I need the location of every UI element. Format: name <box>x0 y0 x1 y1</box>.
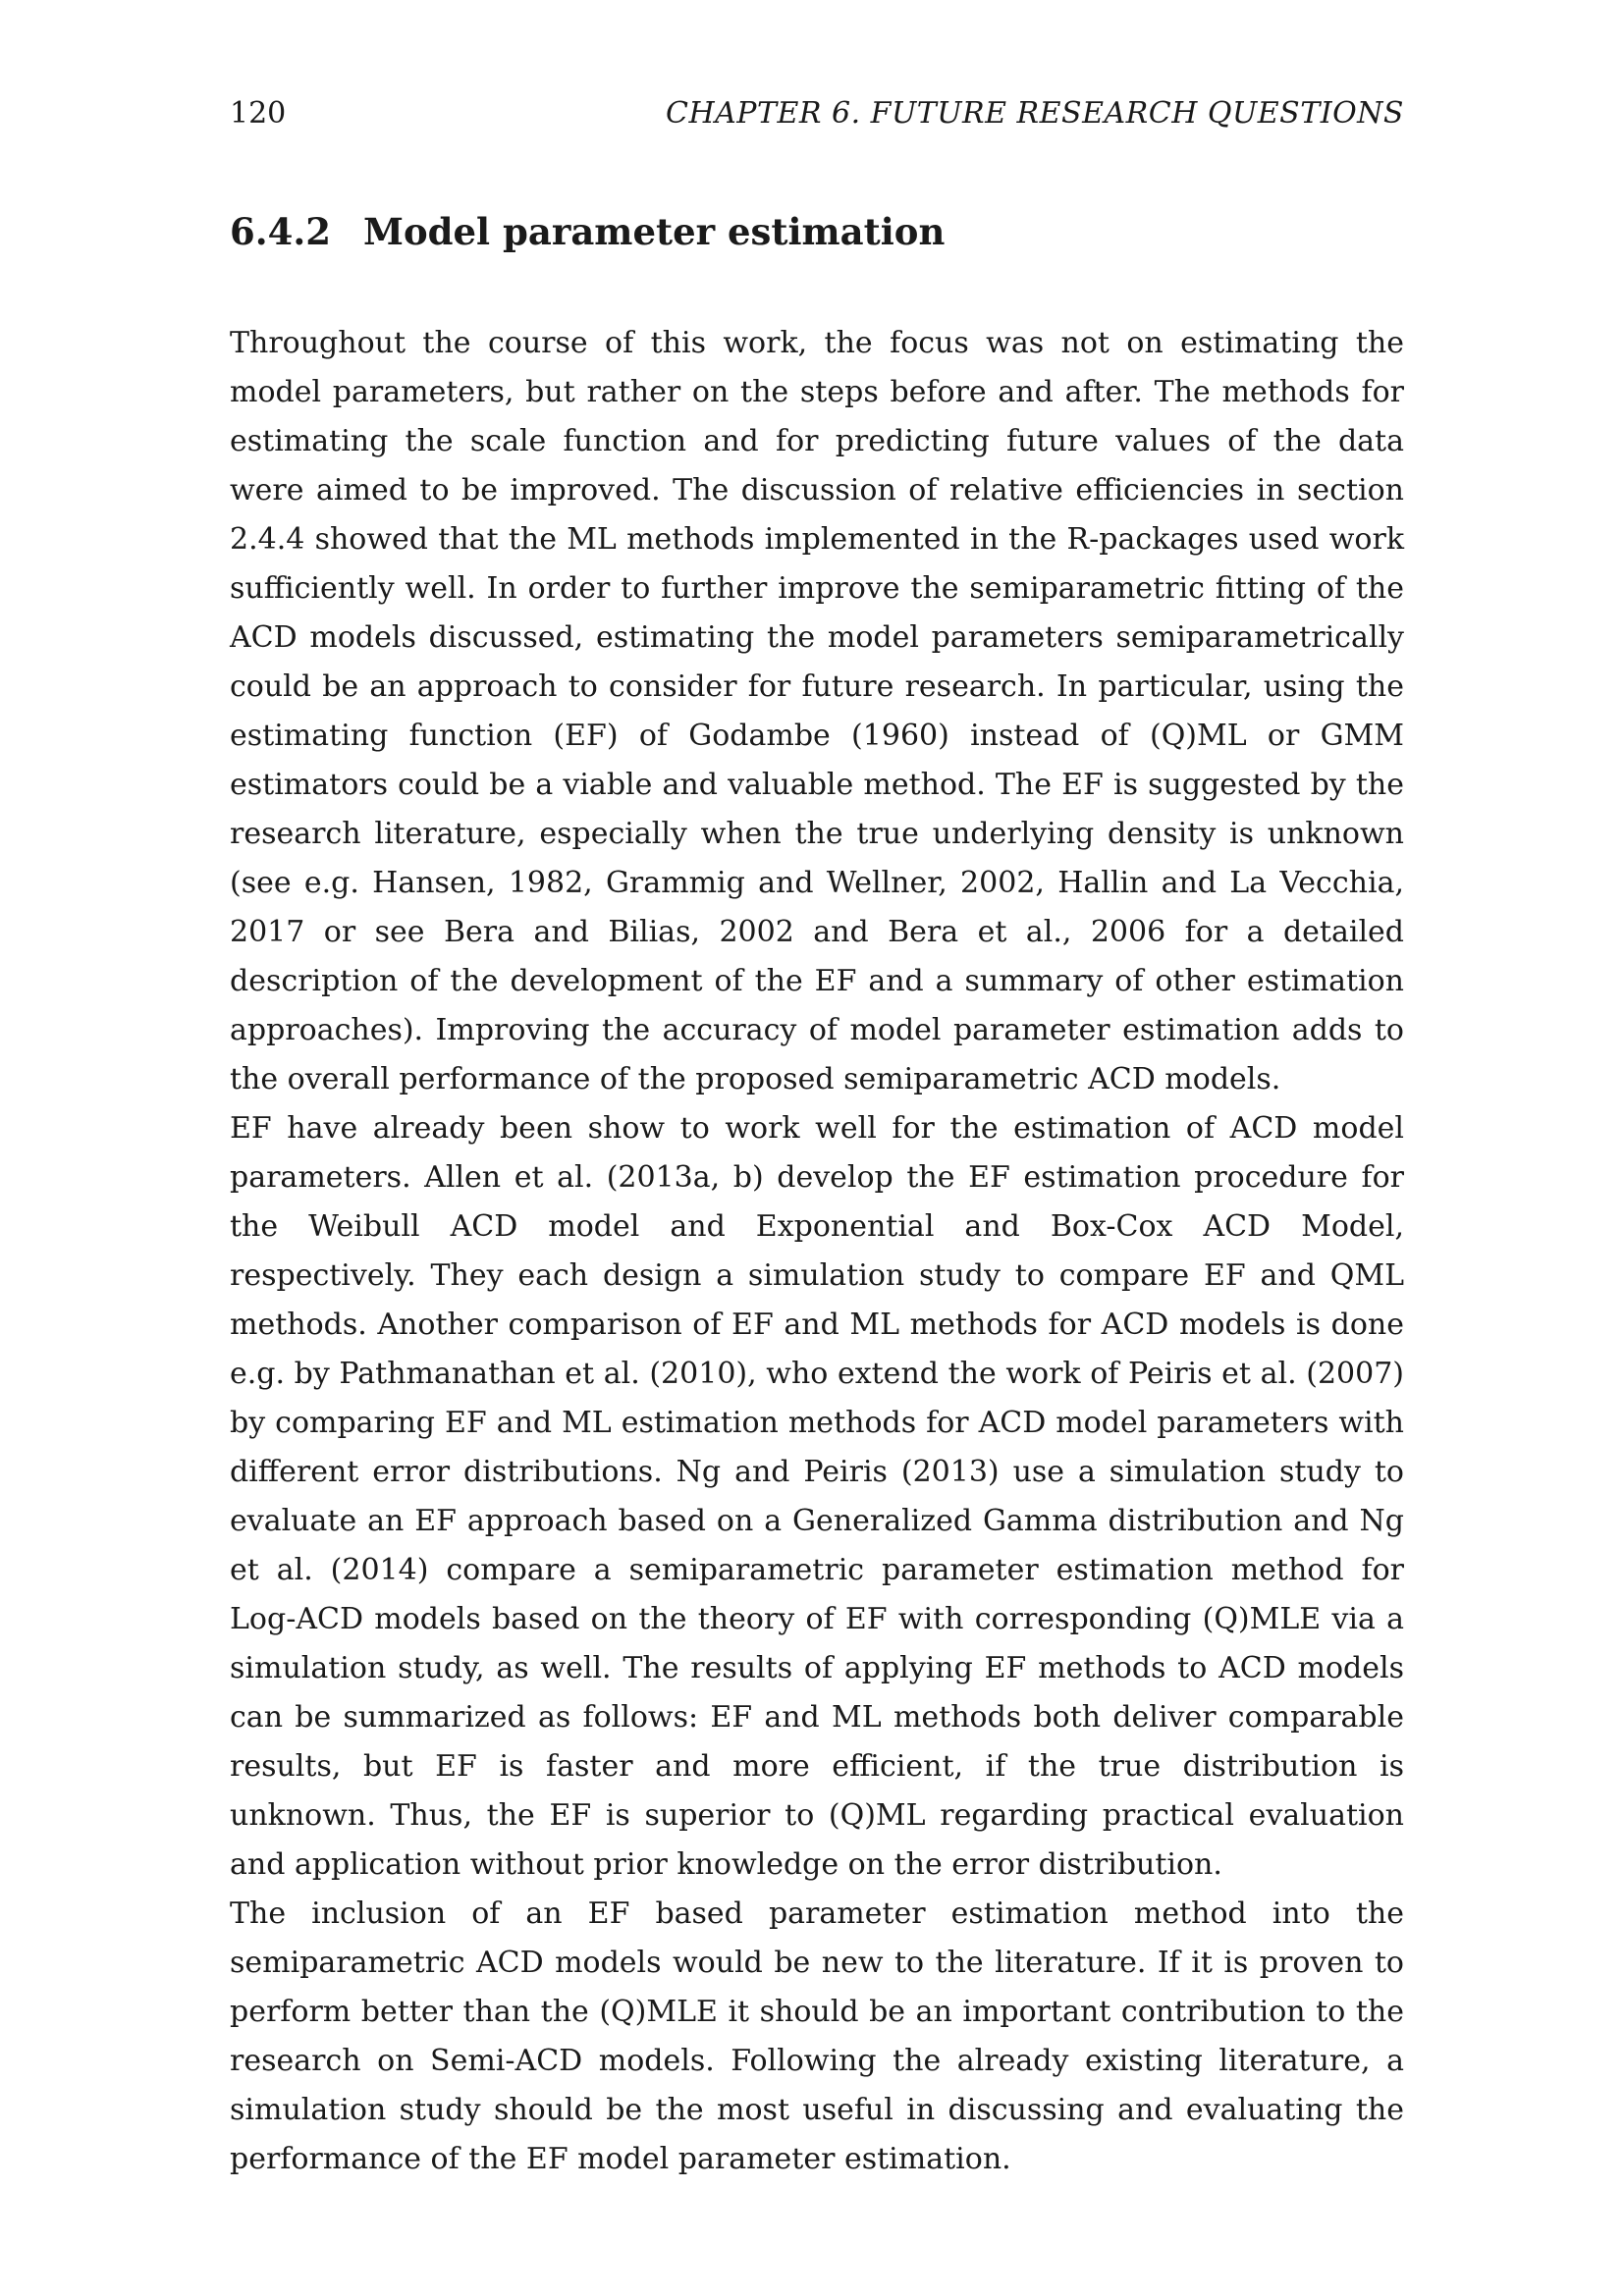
running-header <box>230 94 1404 133</box>
chapter-title: CHAPTER 6. FUTURE RESEARCH QUESTIONS <box>665 96 1404 131</box>
section-number: 6.4.2 <box>230 210 331 253</box>
page-number: 120 <box>230 96 287 131</box>
section-heading <box>230 208 1404 255</box>
paragraph-3: The inclusion of an EF based parameter estimation method into the semiparametric ACD models would be new to the literature. If it is proven to perform better than the (Q)MLE it should be an important contribution to the research on Semi-ACD models. Following the already existing literature, a simulation study should be the most useful in discussing and evaluating the performance of the EF model parameter estimation. <box>230 1896 1404 2176</box>
section-title: Model parameter estimation <box>363 210 946 253</box>
paragraph-1: Throughout the course of this work, the focus was not on estimating the model parameters, but rather on the steps before and after. The methods for estimating the scale function and for predicting future values of the data were aimed to be improved. The discussion of relative efficiencies in section 2.4.4 showed that the ML methods implemented in the R-packages used work sufficiently well. In order to further improve the semiparametric fitting of the ACD models discussed, estimating the model parameters semiparametrically could be an approach to consider for future research. In particular, using the estimating function (EF) of Godambe (1960) instead of (Q)ML or GMM estimators could be a viable and valuable method. The EF is suggested by the research literature, especially when the true underlying density is unknown (see e.g. Hansen, 1982, Grammig and Wellner, 2002, Hallin and La Vecchia, 2017 or see Bera and Bilias, 2002 and Bera et al., 2006 for a detailed description of the development of the EF and a summary of other estimation approaches). Improving the accuracy of model parameter estimation adds to the overall performance of the proposed semiparametric ACD models. <box>230 326 1404 1096</box>
paragraph-2: EF have already been show to work well for the estimation of ACD model parameters. Allen et al. (2013a, b) develop the EF estimation procedure for the Weibull ACD model and Exponential and Box-Cox ACD Model, respectively. They each design a simulation study to compare EF and QML methods. Another comparison of EF and ML methods for ACD models is done e.g. by Pathmanathan et al. (2010), who extend the work of Peiris et al. (2007) by comparing EF and ML estimation methods for ACD model parameters with different error distributions. Ng and Peiris (2013) use a simulation study to evaluate an EF approach based on a Generalized Gamma distribution and Ng et al. (2014) compare a semiparametric parameter estimation method for Log-ACD models based on the theory of EF with corresponding (Q)MLE via a simulation study, as well. The results of applying EF methods to ACD models can be summarized as follows: EF and ML methods both deliver comparable results, but EF is faster and more efficient, if the true distribution is unknown. Thus, the EF is superior to (Q)ML regarding practical evaluation and application without prior knowledge on the error distribution. <box>230 1111 1404 1882</box>
body-text <box>230 319 1404 2184</box>
